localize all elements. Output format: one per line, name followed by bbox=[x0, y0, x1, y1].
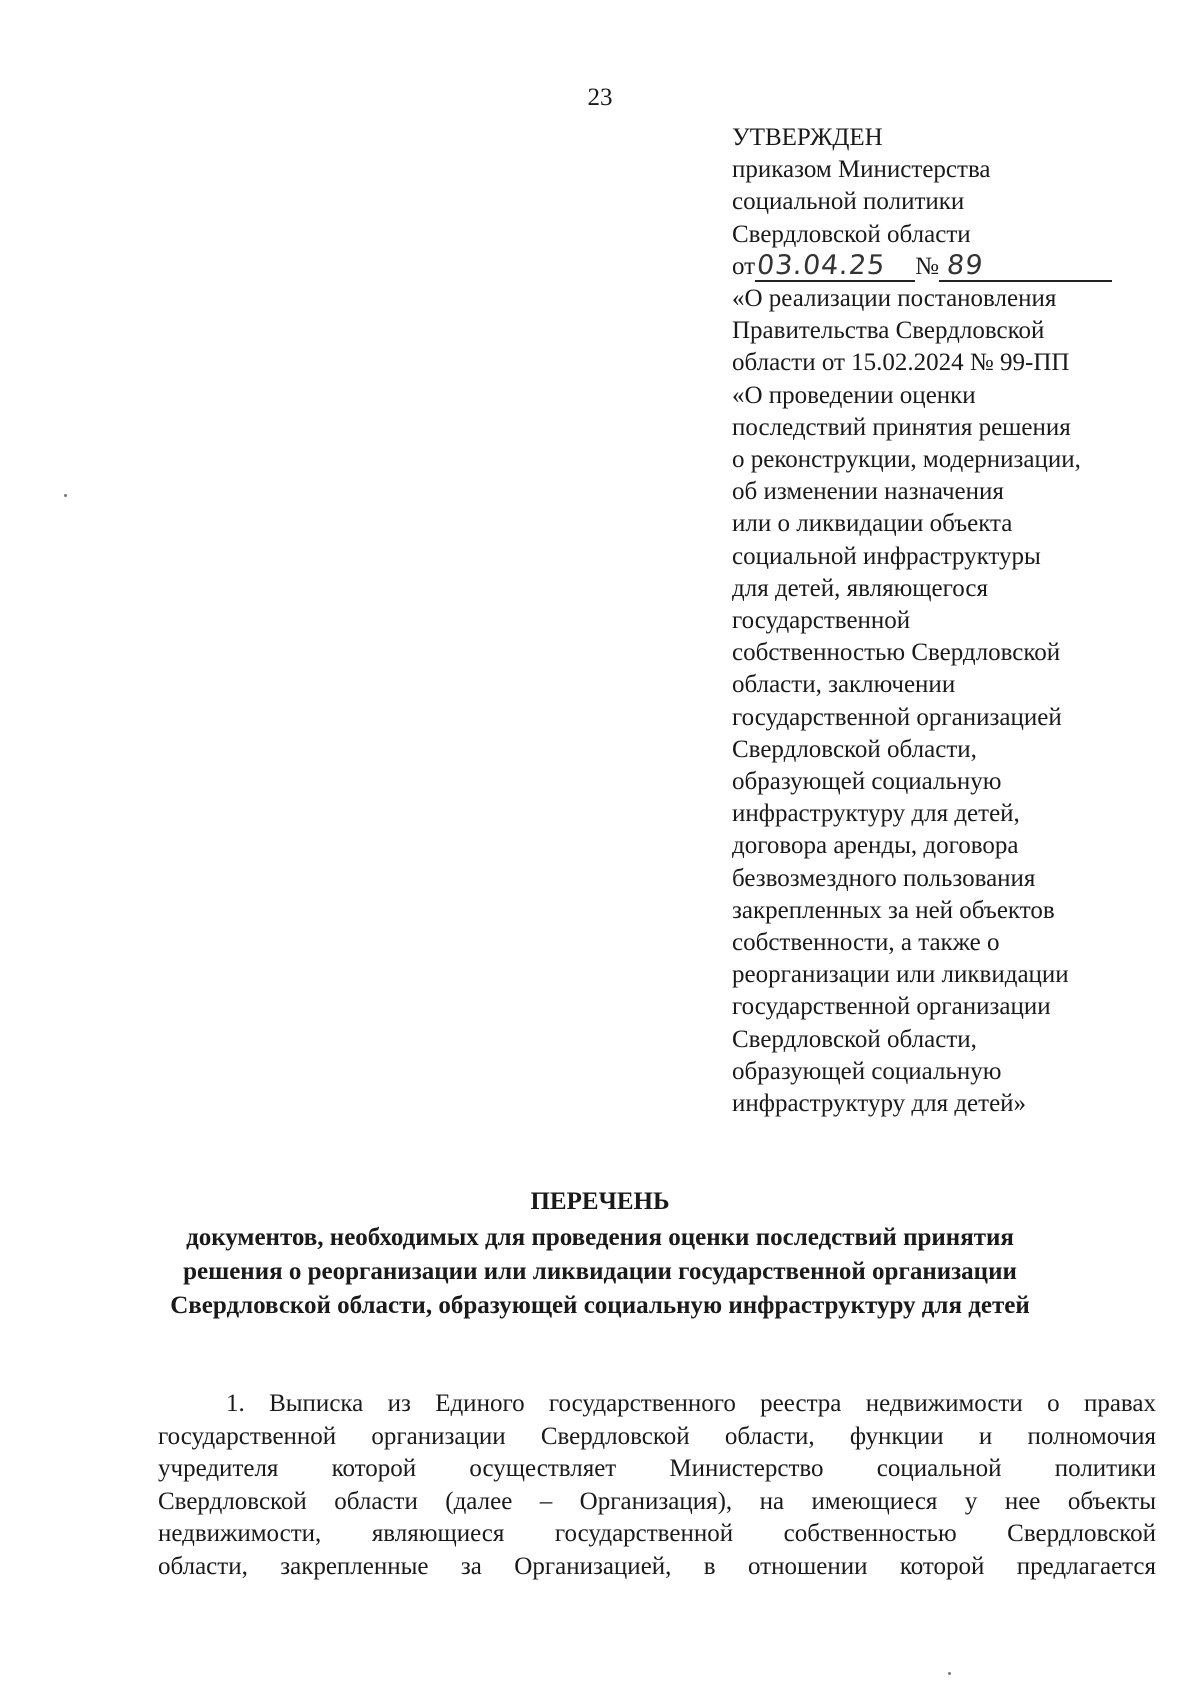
page-number: 23 bbox=[587, 84, 613, 111]
number-prefix: № bbox=[915, 252, 939, 280]
paragraph-line: учредителя которой осуществляет Министерство социальной политики bbox=[158, 1455, 1156, 1482]
approval-date-line bbox=[732, 251, 1172, 283]
paragraph-line: 1. Выписка из Единого государственного реестра недвижимости о правах bbox=[226, 1390, 1156, 1417]
date-prefix: от bbox=[732, 252, 756, 280]
approval-line: Свердловской области, bbox=[732, 1025, 977, 1053]
approval-line: для детей, являющегося bbox=[732, 574, 988, 602]
approval-line: реорганизации или ликвидации bbox=[732, 961, 1069, 989]
approval-line: Свердловской области, bbox=[732, 735, 977, 763]
handwritten-date: 03.04.25 bbox=[755, 249, 888, 281]
approval-line: закрепленных за ней объектов bbox=[732, 896, 1055, 924]
approval-line: государственной организации bbox=[732, 993, 1051, 1021]
paragraph-line: государственной организации Свердловской области, функции и полномочия bbox=[158, 1422, 1156, 1450]
paragraph-line: недвижимости, являющиеся государственной собственностью Свердловской bbox=[158, 1520, 1156, 1547]
approval-line: социальной политики bbox=[732, 188, 965, 216]
approval-line: об изменении назначения bbox=[732, 478, 1004, 506]
approval-line: Свердловской области bbox=[732, 220, 971, 248]
approval-line: приказом Министерства bbox=[732, 156, 991, 184]
title-subtitle-line: Свердловской области, образующей социальную инфраструктуру для детей bbox=[170, 1292, 1030, 1319]
approval-line: области, заключении bbox=[732, 671, 956, 699]
approval-line: инфраструктуру для детей» bbox=[732, 1090, 1027, 1118]
approval-block bbox=[732, 122, 1172, 1120]
approval-line: области от 15.02.2024 № 99-ПП bbox=[732, 349, 1070, 377]
paragraph-line: Свердловской области (далее – Организация), на имеющиеся у нее объекты bbox=[158, 1487, 1156, 1515]
number-field bbox=[939, 249, 1112, 282]
approval-line: безвозмездного пользования bbox=[732, 864, 1036, 892]
title-subtitle-line: документов, необходимых для проведения оценки последствий принятия bbox=[186, 1224, 1014, 1251]
body-paragraph bbox=[158, 1388, 1156, 1583]
approval-line: собственностью Свердловской bbox=[732, 639, 1061, 667]
date-field bbox=[755, 249, 915, 282]
approval-line: Правительства Свердловской bbox=[732, 317, 1045, 345]
approval-heading: УТВЕРЖДЕН bbox=[732, 124, 883, 151]
document-title bbox=[0, 1185, 1200, 1323]
approval-line: образующей социальную bbox=[732, 768, 1002, 796]
approval-line: или о ликвидации объекта bbox=[732, 510, 1013, 538]
approval-line: «О проведении оценки bbox=[732, 381, 976, 409]
approval-line: образующей социальную bbox=[732, 1057, 1002, 1085]
approval-line: договора аренды, договора bbox=[732, 832, 1019, 860]
approval-line: социальной инфраструктуры bbox=[732, 542, 1041, 570]
handwritten-number: 89 bbox=[945, 249, 986, 281]
approval-line: государственной bbox=[732, 607, 911, 635]
paragraph-line: области, закрепленные за Организацией, в отношении которой предлагается bbox=[158, 1552, 1156, 1580]
scan-speck bbox=[64, 494, 67, 497]
approval-line: государственной организацией bbox=[732, 703, 1062, 731]
title-main: ПЕРЕЧЕНЬ bbox=[530, 1188, 670, 1215]
scan-speck bbox=[948, 1672, 951, 1675]
approval-line: собственности, а также о bbox=[732, 929, 1000, 957]
approval-line: инфраструктуру для детей, bbox=[732, 800, 1020, 828]
title-subtitle-line: решения о реорганизации или ликвидации государственной организации bbox=[183, 1258, 1017, 1285]
approval-line: последствий принятия решения bbox=[732, 413, 1071, 441]
approval-line: «О реализации постановления bbox=[732, 285, 1057, 313]
approval-line: о реконструкции, модернизации, bbox=[732, 446, 1081, 474]
